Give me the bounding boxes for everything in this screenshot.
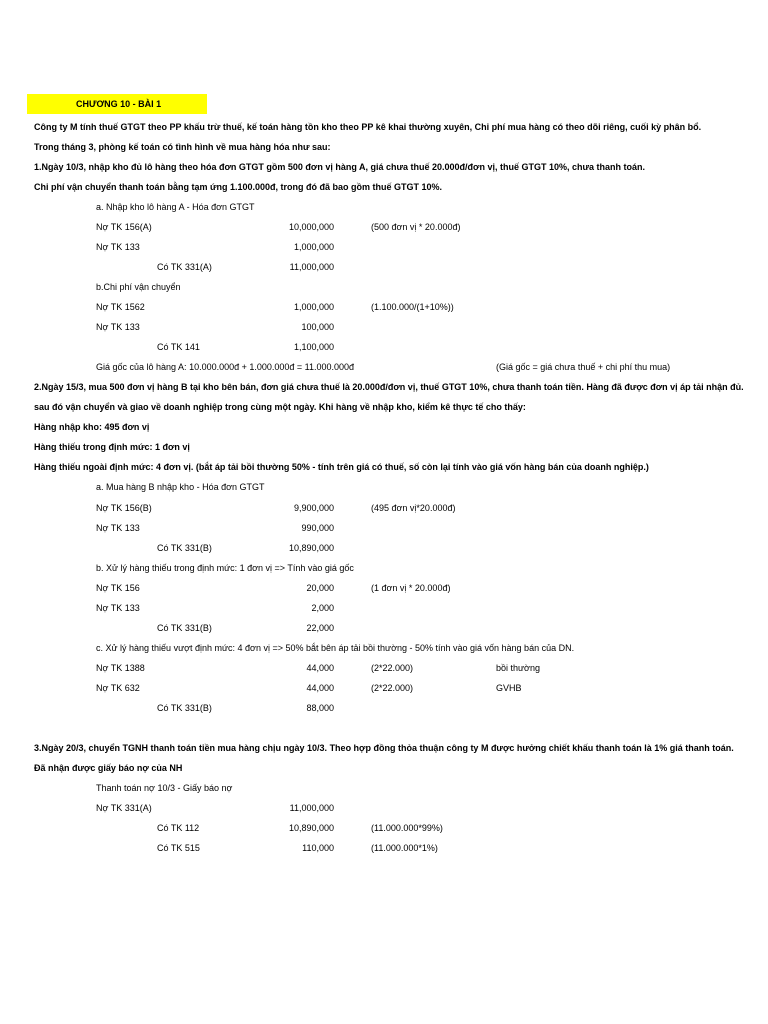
entry-account: Có TK 141 xyxy=(157,342,200,352)
entry-account: Có TK 515 xyxy=(157,843,200,853)
entry-amount: 10,000,000 xyxy=(288,222,334,232)
entry-tag: GVHB xyxy=(496,683,522,693)
entry-note: (495 đơn vị*20.000đ) xyxy=(371,503,456,513)
entry-account: Có TK 331(A) xyxy=(157,262,212,272)
entry-amount: 100,000 xyxy=(301,322,334,332)
problem-text: 3.Ngày 20/3, chuyển TGNH thanh toán tiền mua hàng chịu ngày 10/3. Theo hợp đồng thỏa thuận công ty M được hưởng chiết khấu thanh toán là 1% giá thanh toán. xyxy=(34,743,734,753)
entry-amount: 1,000,000 xyxy=(293,302,334,312)
entry-note: (1.100.000/(1+10%)) xyxy=(371,302,454,312)
problem-text: Hàng nhập kho: 495 đơn vị xyxy=(34,422,150,432)
entry-tag: bồi thường xyxy=(496,663,540,673)
entry-amount: 10,890,000 xyxy=(288,543,334,553)
intro-line: Trong tháng 3, phòng kế toán có tình hình về mua hàng hóa như sau: xyxy=(34,142,331,152)
chapter-title: CHƯƠNG 10 - BÀI 1 xyxy=(76,99,162,109)
problem-text: Hàng thiếu trong định mức: 1 đơn vị xyxy=(34,442,190,452)
entry-account: Nợ TK 331(A) xyxy=(96,803,152,813)
entry-account: Có TK 331(B) xyxy=(157,623,212,633)
entry-note: (2*22.000) xyxy=(371,663,414,673)
entry-note: (1 đơn vị * 20.000đ) xyxy=(371,583,451,593)
problem-text: sau đó vận chuyển và giao về doanh nghiệp trong cùng một ngày. Khi hàng về nhập kho, kiểm kê thực tế cho thấy: xyxy=(34,402,526,412)
section-heading: c. Xử lý hàng thiếu vượt định mức: 4 đơn vị => 50% bắt bên áp tải bồi thường - 50% tính vào giá vốn hàng bán của DN. xyxy=(96,643,575,653)
entry-amount: 44,000 xyxy=(306,663,334,673)
entry-account: Nợ TK 1562 xyxy=(96,302,145,312)
entry-amount: 1,000,000 xyxy=(293,242,334,252)
entry-amount: 20,000 xyxy=(306,583,334,593)
entry-account: Nợ TK 156(A) xyxy=(96,222,152,232)
entry-amount: 11,000,000 xyxy=(289,803,334,813)
entry-note: (11.000.000*99%) xyxy=(371,823,443,833)
entry-amount: 990,000 xyxy=(301,523,334,533)
entry-amount: 11,000,000 xyxy=(289,262,334,272)
entry-amount: 9,900,000 xyxy=(293,503,334,513)
entry-account: Nợ TK 133 xyxy=(96,603,140,613)
entry-amount: 1,100,000 xyxy=(293,342,334,352)
cost-summary-note: (Giá gốc = giá chưa thuế + chi phí thu mua) xyxy=(496,362,671,372)
entry-amount: 2,000 xyxy=(311,603,334,613)
entry-account: Có TK 331(B) xyxy=(157,543,212,553)
intro-line: 1.Ngày 10/3, nhập kho đủ lô hàng theo hóa đơn GTGT gồm 500 đơn vị hàng A, giá chưa thuế 20.000đ/đơn vị, thuế GTGT 10%, chưa thanh toán. xyxy=(34,162,645,172)
problem-text: Hàng thiếu ngoài định mức: 4 đơn vị. (bắt áp tải bồi thường 50% - tính trên giá có thuế, số còn lại tính vào giá vốn hàng bán của doanh nghiệp.) xyxy=(34,462,649,472)
section-heading: a. Mua hàng B nhập kho - Hóa đơn GTGT xyxy=(96,482,265,492)
intro-line: Chi phí vận chuyển thanh toán bằng tạm ứng 1.100.000đ, trong đó đã bao gồm thuế GTGT 10%. xyxy=(34,182,443,192)
entry-amount: 110,000 xyxy=(302,843,334,853)
entry-account: Nợ TK 133 xyxy=(96,322,140,332)
entry-account: Nợ TK 156 xyxy=(96,583,140,593)
entry-account: Nợ TK 156(B) xyxy=(96,503,152,513)
entry-amount: 10,890,000 xyxy=(288,823,334,833)
entry-account: Nợ TK 133 xyxy=(96,242,140,252)
entry-account: Có TK 112 xyxy=(157,823,200,833)
intro-line: Công ty M tính thuế GTGT theo PP khấu trừ thuế, kế toán hàng tồn kho theo PP kê khai thường xuyên, Chi phí mua hàng có theo dõi riêng, cuối kỳ phân bổ. xyxy=(34,122,702,132)
entry-account: Nợ TK 1388 xyxy=(96,663,145,673)
entry-account: Nợ TK 632 xyxy=(96,683,140,693)
entry-amount: 88,000 xyxy=(306,703,334,713)
problem-text: Đã nhận được giấy báo nợ của NH xyxy=(34,763,183,773)
entry-note: (11.000.000*1%) xyxy=(371,843,438,853)
entry-note: (500 đơn vị * 20.000đ) xyxy=(371,222,461,232)
section-heading: b. Xử lý hàng thiếu trong định mức: 1 đơn vị => Tính vào giá gốc xyxy=(96,563,354,573)
section-heading: b.Chi phí vận chuyển xyxy=(96,282,181,292)
problem-text: 2.Ngày 15/3, mua 500 đơn vị hàng B tại kho bên bán, đơn giá chưa thuế là 20.000đ/đơn vị, thuế GTGT 10%, chưa thanh toán tiền. Hàng đã được đơn vị áp tải nhận đủ. xyxy=(34,382,744,392)
entry-amount: 44,000 xyxy=(306,683,334,693)
entry-account: Nợ TK 133 xyxy=(96,523,140,533)
entry-account: Có TK 331(B) xyxy=(157,703,212,713)
entry-note: (2*22.000) xyxy=(371,683,414,693)
section-heading: a. Nhập kho lô hàng A - Hóa đơn GTGT xyxy=(96,202,255,212)
section-heading: Thanh toán nợ 10/3 - Giấy báo nợ xyxy=(96,783,233,793)
entry-amount: 22,000 xyxy=(306,623,334,633)
cost-summary: Giá gốc của lô hàng A: 10.000.000đ + 1.000.000đ = 11.000.000đ xyxy=(96,362,355,372)
